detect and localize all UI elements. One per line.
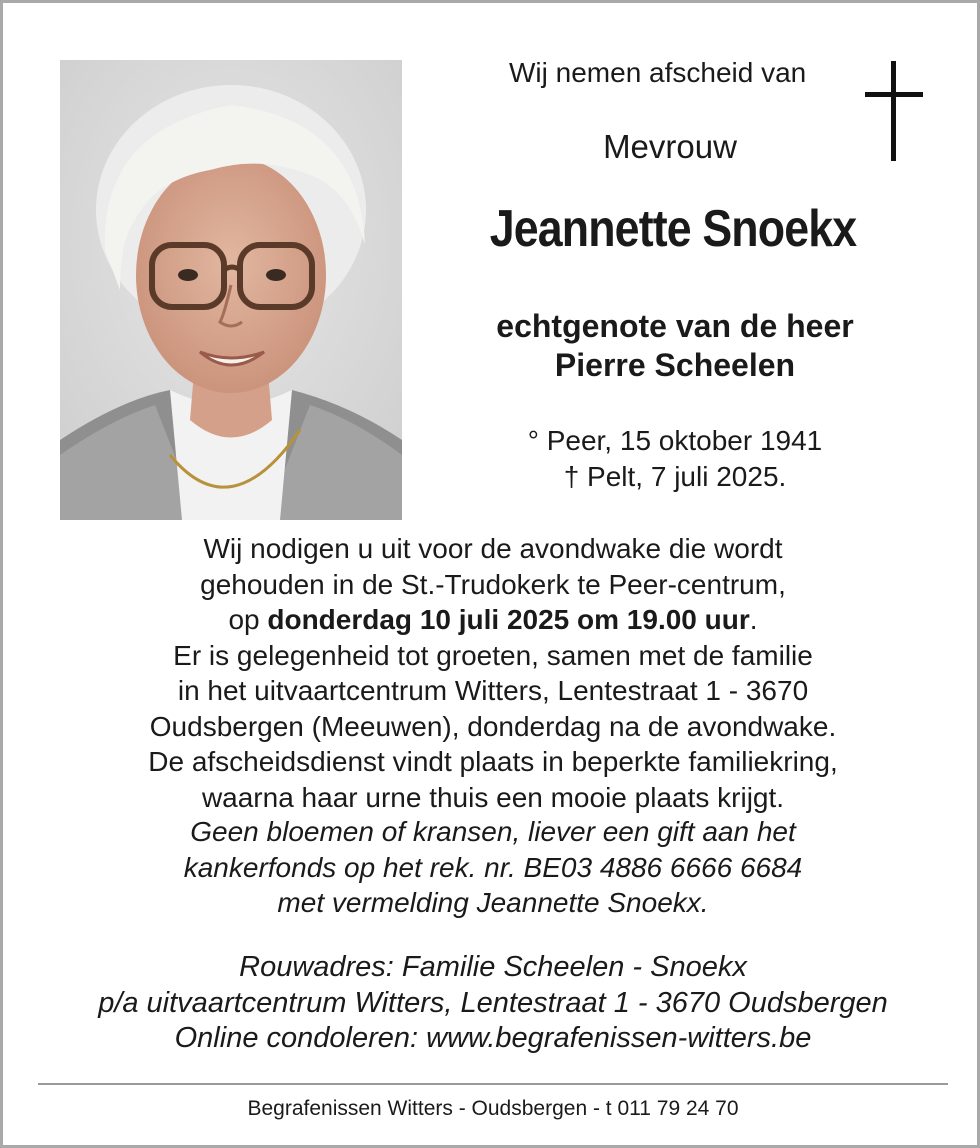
flowers-line-2: kankerfonds op het rek. nr. BE03 4886 6666 6684: [183, 851, 803, 883]
body-line-3-suffix: .: [749, 604, 758, 635]
portrait-photo: [60, 60, 402, 520]
body-line-2: gehouden in de St.-Trudokerk te Peer-centrum,: [200, 568, 786, 600]
body-line-8: waarna haar urne thuis een mooie plaats krijgt.: [201, 781, 785, 813]
footer-text: Begrafenissen Witters - Oudsbergen - t 011 79 24 70: [247, 1097, 739, 1120]
deceased-name: Jeannette Snoekx: [489, 200, 857, 258]
body-line-7: De afscheidsdienst vindt plaats in beperkte familiekring,: [148, 746, 838, 777]
portrait-illustration: [60, 60, 402, 520]
dates: [423, 423, 927, 495]
body-line-3-prefix: op: [228, 604, 268, 635]
spouse-text: [423, 307, 927, 385]
wake-date: donderdag 10 juli 2025 om 19.00 uur: [267, 604, 750, 635]
address-line-1: Rouwadres: Familie Scheelen - Snoekx: [239, 951, 747, 983]
body-line-4: Er is gelegenheid tot groeten, samen met de familie: [173, 639, 813, 671]
address-block: [33, 950, 953, 1057]
title-word: Mevrouw: [603, 128, 737, 165]
ceremony-text: [43, 531, 943, 815]
body-line-5: in het uitvaartcentrum Witters, Lentestraat 1 - 3670: [177, 675, 809, 706]
spouse-line-1: echtgenote van de heer: [496, 308, 854, 344]
birth-date: ° Peer, 15 oktober 1941: [527, 425, 823, 456]
flowers-line-3: met vermelding Jeannette Snoekx.: [277, 887, 709, 918]
body-line-3: [43, 602, 943, 638]
flowers-line-1: Geen bloemen of kransen, liever een gift aan het: [190, 816, 796, 847]
address-line-2: p/a uitvaartcentrum Witters, Lentestraat 1 - 3670 Oudsbergen: [98, 986, 888, 1019]
divider: [38, 1083, 948, 1085]
address-line-3: Online condoleren: www.begrafenissen-witters.be: [174, 1022, 812, 1054]
spouse-line-2: Pierre Scheelen: [554, 347, 796, 383]
intro-text: Wij nemen afscheid van: [509, 57, 807, 88]
death-date: † Pelt, 7 juli 2025.: [563, 461, 787, 492]
flowers-notice: [43, 814, 943, 921]
body-line-1: Wij nodigen u uit voor de avondwake die wordt: [203, 533, 783, 564]
body-line-6: Oudsbergen (Meeuwen), donderdag na de avondwake.: [149, 710, 837, 742]
